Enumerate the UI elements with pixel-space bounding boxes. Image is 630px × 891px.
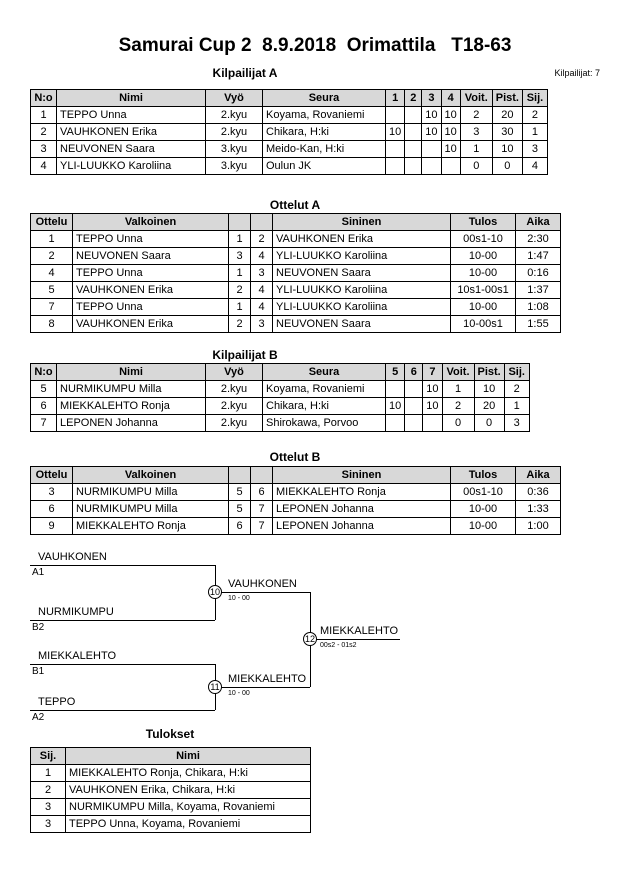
table-cell: NEUVONEN Saara: [57, 141, 206, 158]
table-cell: [405, 107, 422, 124]
column-header: [229, 214, 251, 231]
table-cell: 1: [229, 299, 251, 316]
table-cell: 2.kyu: [206, 398, 263, 415]
table-cell: 10: [423, 381, 442, 398]
table-cell: LEPONEN Johanna: [273, 518, 451, 535]
table-cell: TEPPO Unna: [73, 265, 229, 282]
table-row: [31, 282, 561, 299]
table-cell: [386, 141, 405, 158]
table-cell: 10-00: [451, 518, 516, 535]
table-cell: [422, 141, 441, 158]
table-cell: 7: [31, 415, 57, 432]
table-cell: [386, 415, 405, 432]
table-cell: 2: [251, 231, 273, 248]
column-header: Seura: [263, 364, 386, 381]
column-header: Valkoinen: [73, 467, 229, 484]
table-cell: [386, 381, 405, 398]
table-cell: 2: [31, 782, 66, 799]
table-cell: [405, 141, 422, 158]
bracket-competitor: TEPPO: [38, 696, 76, 708]
table-cell: 4: [31, 265, 73, 282]
competitors-count: Kilpailijat: 7: [554, 68, 600, 78]
table-row: [31, 141, 548, 158]
table-row: [31, 124, 548, 141]
table-cell: [386, 158, 405, 175]
table-cell: Chikara, H:ki: [263, 398, 386, 415]
header-row: [31, 748, 311, 765]
column-header: Voit.: [460, 90, 492, 107]
column-header: N:o: [31, 364, 57, 381]
matches-b-title: Ottelut B: [269, 450, 321, 464]
table-cell: 8: [31, 316, 73, 333]
table-cell: 2.kyu: [206, 381, 263, 398]
bracket-seed: A2: [32, 712, 45, 723]
column-header: Vyö: [206, 90, 263, 107]
pool-a-table: [30, 89, 548, 175]
table-row: [31, 107, 548, 124]
table-cell: 2: [442, 398, 474, 415]
table-cell: 10-00: [451, 501, 516, 518]
bracket-seed: A1: [32, 567, 45, 578]
table-cell: NURMIKUMPU Milla, Koyama, Rovaniemi: [66, 799, 311, 816]
table-cell: 6: [229, 518, 251, 535]
table-cell: MIEKKALEHTO Ronja: [73, 518, 229, 535]
table-cell: 3: [460, 124, 492, 141]
bracket-match-number: 10: [209, 587, 220, 597]
table-cell: 5: [229, 501, 251, 518]
table-cell: Chikara, H:ki: [263, 124, 386, 141]
bracket-match-number: 12: [304, 634, 315, 644]
table-row: [31, 415, 530, 432]
table-cell: VAUHKONEN Erika: [73, 282, 229, 299]
table-cell: [405, 398, 423, 415]
table-cell: VAUHKONEN Erika: [73, 316, 229, 333]
table-cell: 7: [251, 501, 273, 518]
column-header: 4: [441, 90, 460, 107]
table-cell: VAUHKONEN Erika: [57, 124, 206, 141]
table-cell: [422, 158, 441, 175]
column-header: Sininen: [273, 214, 451, 231]
bracket-competitor: NURMIKUMPU: [38, 606, 114, 618]
table-cell: NURMIKUMPU Milla: [73, 501, 229, 518]
table-cell: 10: [422, 124, 441, 141]
table-cell: TEPPO Unna: [57, 107, 206, 124]
table-cell: LEPONEN Johanna: [273, 501, 451, 518]
table-cell: 3: [229, 248, 251, 265]
table-cell: 7: [251, 518, 273, 535]
table-cell: 3.kyu: [206, 141, 263, 158]
table-cell: 2: [229, 282, 251, 299]
column-header: Tulos: [451, 214, 516, 231]
table-row: [31, 484, 561, 501]
table-cell: 0:36: [516, 484, 561, 501]
table-cell: 4: [251, 299, 273, 316]
bracket-winner-line: [310, 639, 400, 640]
table-cell: 2: [229, 316, 251, 333]
table-cell: 3: [522, 141, 547, 158]
table-cell: 1: [31, 107, 57, 124]
table-cell: 10: [492, 141, 522, 158]
table-cell: TEPPO Unna: [73, 299, 229, 316]
table-row: [31, 381, 530, 398]
table-cell: 10: [441, 107, 460, 124]
header-row: [31, 90, 548, 107]
column-header: 3: [422, 90, 441, 107]
bracket-seed: B2: [32, 622, 45, 633]
table-cell: 10s1-00s1: [451, 282, 516, 299]
table-cell: [405, 415, 423, 432]
column-header: Sij.: [522, 90, 547, 107]
table-cell: MIEKKALEHTO Ronja, Chikara, H:ki: [66, 765, 311, 782]
column-header: [229, 467, 251, 484]
page-title: Samurai Cup 2 8.9.2018 Orimattila T18-63: [118, 35, 512, 56]
table-cell: 3.kyu: [206, 158, 263, 175]
table-cell: 10: [441, 124, 460, 141]
table-cell: 1: [460, 141, 492, 158]
pool-a-title: Kilpailijat A: [212, 66, 278, 80]
medal-bracket: [0, 535, 630, 727]
bracket-slot-line: [30, 620, 215, 621]
table-row: [31, 782, 311, 799]
table-cell: 5: [31, 381, 57, 398]
table-cell: 10-00: [451, 248, 516, 265]
bracket-winner: MIEKKALEHTO: [320, 625, 399, 637]
table-cell: 4: [31, 158, 57, 175]
table-cell: VAUHKONEN Erika, Chikara, H:ki: [66, 782, 311, 799]
table-cell: 2.kyu: [206, 415, 263, 432]
column-header: Valkoinen: [73, 214, 229, 231]
table-cell: Oulun JK: [263, 158, 386, 175]
results-table: [30, 747, 311, 833]
table-cell: MIEKKALEHTO Ronja: [57, 398, 206, 415]
bracket-score: 10 - 00: [228, 595, 250, 602]
column-header: Aika: [516, 467, 561, 484]
table-cell: Shirokawa, Porvoo: [263, 415, 386, 432]
table-row: [31, 158, 548, 175]
table-cell: 5: [229, 484, 251, 501]
table-cell: 10-00: [451, 299, 516, 316]
column-header: Seura: [263, 90, 386, 107]
table-cell: LEPONEN Johanna: [57, 415, 206, 432]
table-cell: 3: [504, 415, 529, 432]
table-cell: Koyama, Rovaniemi: [263, 381, 386, 398]
table-cell: 10: [441, 141, 460, 158]
table-cell: TEPPO Unna, Koyama, Rovaniemi: [66, 816, 311, 833]
bracket-slot-line: [30, 664, 215, 665]
table-cell: 00s1-10: [451, 484, 516, 501]
column-header: 5: [386, 364, 405, 381]
table-cell: 1: [31, 765, 66, 782]
matches-a-table: [30, 213, 561, 333]
table-cell: 0: [442, 415, 474, 432]
table-cell: 1:33: [516, 501, 561, 518]
table-cell: [405, 124, 422, 141]
table-row: [31, 231, 561, 248]
table-cell: 20: [492, 107, 522, 124]
column-header: N:o: [31, 90, 57, 107]
column-header: Voit.: [442, 364, 474, 381]
column-header: Nimi: [57, 364, 206, 381]
table-cell: 0:16: [516, 265, 561, 282]
table-cell: 10: [422, 107, 441, 124]
table-cell: 3: [251, 265, 273, 282]
results-title: Tulokset: [145, 727, 195, 741]
table-cell: 4: [251, 282, 273, 299]
table-cell: 2.kyu: [206, 124, 263, 141]
bracket-competitor: MIEKKALEHTO: [38, 650, 117, 662]
column-header: Tulos: [451, 467, 516, 484]
table-cell: 2.kyu: [206, 107, 263, 124]
table-cell: 1:47: [516, 248, 561, 265]
table-cell: 6: [31, 501, 73, 518]
bracket-winner: VAUHKONEN: [228, 578, 297, 590]
table-cell: 2: [460, 107, 492, 124]
column-header: Ottelu: [31, 214, 73, 231]
table-cell: 1: [522, 124, 547, 141]
table-cell: 10-00s1: [451, 316, 516, 333]
table-cell: 0: [474, 415, 504, 432]
column-header: Pist.: [474, 364, 504, 381]
column-header: Sij.: [31, 748, 66, 765]
table-cell: YLI-LUUKKO Karoliina: [273, 299, 451, 316]
table-row: [31, 799, 311, 816]
table-cell: [441, 158, 460, 175]
column-header: 2: [405, 90, 422, 107]
table-cell: 1:55: [516, 316, 561, 333]
table-row: [31, 518, 561, 535]
table-cell: VAUHKONEN Erika: [273, 231, 451, 248]
table-cell: 1:00: [516, 518, 561, 535]
matches-a-title: Ottelut A: [269, 198, 321, 212]
bracket-winner-line: [215, 687, 310, 688]
table-cell: 1:08: [516, 299, 561, 316]
table-cell: 9: [31, 518, 73, 535]
table-cell: 3: [31, 816, 66, 833]
table-cell: 1: [229, 265, 251, 282]
header-row: [31, 364, 530, 381]
column-header: Sij.: [504, 364, 529, 381]
table-cell: NURMIKUMPU Milla: [73, 484, 229, 501]
table-cell: MIEKKALEHTO Ronja: [273, 484, 451, 501]
bracket-slot-line: [30, 565, 215, 566]
table-row: [31, 299, 561, 316]
table-cell: 2:30: [516, 231, 561, 248]
pool-b-title: Kilpailijat B: [212, 348, 278, 362]
bracket-winner: MIEKKALEHTO: [228, 673, 307, 685]
table-cell: 5: [31, 282, 73, 299]
table-cell: 7: [31, 299, 73, 316]
table-cell: 10-00: [451, 265, 516, 282]
table-cell: 1: [504, 398, 529, 415]
table-cell: [423, 415, 442, 432]
table-cell: 2: [31, 248, 73, 265]
table-cell: 4: [522, 158, 547, 175]
table-cell: 6: [31, 398, 57, 415]
table-row: [31, 398, 530, 415]
table-cell: NEUVONEN Saara: [273, 265, 451, 282]
column-header: [251, 214, 273, 231]
bracket-winner-line: [215, 592, 310, 593]
table-cell: 1:37: [516, 282, 561, 299]
table-row: [31, 248, 561, 265]
table-cell: 3: [31, 141, 57, 158]
table-cell: 1: [229, 231, 251, 248]
table-row: [31, 316, 561, 333]
matches-b-table: [30, 466, 561, 535]
bracket-match-number: 11: [208, 680, 222, 694]
table-cell: [405, 158, 422, 175]
table-row: [31, 765, 311, 782]
pool-b-table: [30, 363, 530, 432]
table-cell: 10: [386, 398, 405, 415]
table-cell: 10: [474, 381, 504, 398]
table-cell: 10: [386, 124, 405, 141]
table-cell: 2: [504, 381, 529, 398]
table-cell: 00s1-10: [451, 231, 516, 248]
column-header: 1: [386, 90, 405, 107]
bracket-score: 00s2 - 01s2: [320, 642, 357, 649]
table-row: [31, 501, 561, 518]
table-row: [31, 265, 561, 282]
table-cell: NURMIKUMPU Milla: [57, 381, 206, 398]
column-header: Aika: [516, 214, 561, 231]
table-cell: Koyama, Rovaniemi: [263, 107, 386, 124]
bracket-seed: B1: [32, 666, 45, 677]
table-cell: 1: [442, 381, 474, 398]
bracket-competitor: VAUHKONEN: [38, 551, 107, 563]
table-cell: [405, 381, 423, 398]
column-header: Nimi: [66, 748, 311, 765]
table-cell: YLI-LUUKKO Karoliina: [273, 282, 451, 299]
table-cell: 3: [31, 799, 66, 816]
table-cell: 3: [251, 316, 273, 333]
table-cell: 10: [423, 398, 442, 415]
column-header: 7: [423, 364, 442, 381]
column-header: Nimi: [57, 90, 206, 107]
column-header: Vyö: [206, 364, 263, 381]
table-cell: NEUVONEN Saara: [273, 316, 451, 333]
table-cell: 6: [251, 484, 273, 501]
column-header: Pist.: [492, 90, 522, 107]
table-cell: 30: [492, 124, 522, 141]
table-cell: Meido-Kan, H:ki: [263, 141, 386, 158]
table-cell: 4: [251, 248, 273, 265]
table-cell: YLI-LUUKKO Karoliina: [273, 248, 451, 265]
column-header: Ottelu: [31, 467, 73, 484]
table-cell: [386, 107, 405, 124]
table-cell: 2: [522, 107, 547, 124]
column-header: Sininen: [273, 467, 451, 484]
table-cell: 20: [474, 398, 504, 415]
table-cell: YLI-LUUKKO Karoliina: [57, 158, 206, 175]
header-row: [31, 467, 561, 484]
table-cell: NEUVONEN Saara: [73, 248, 229, 265]
bracket-slot-line: [30, 710, 215, 711]
table-cell: 0: [460, 158, 492, 175]
table-cell: 1: [31, 231, 73, 248]
table-cell: 0: [492, 158, 522, 175]
column-header: [251, 467, 273, 484]
bracket-score: 10 - 00: [228, 690, 250, 697]
header-row: [31, 214, 561, 231]
table-cell: 3: [31, 484, 73, 501]
table-cell: TEPPO Unna: [73, 231, 229, 248]
table-row: [31, 816, 311, 833]
table-cell: 2: [31, 124, 57, 141]
column-header: 6: [405, 364, 423, 381]
